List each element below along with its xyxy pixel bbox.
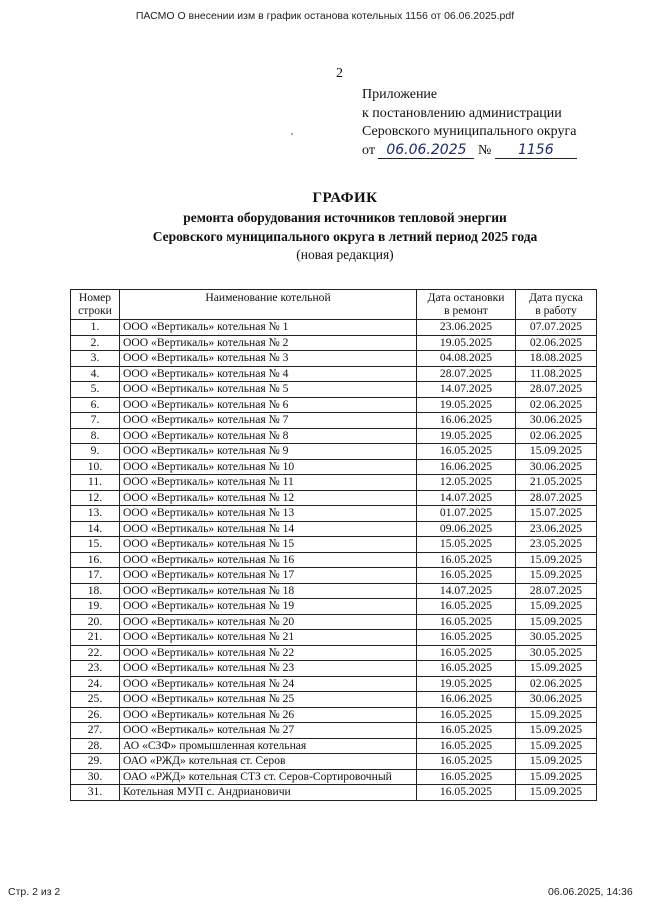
table-row [71, 537, 597, 553]
table-row [71, 552, 597, 568]
table-row [71, 521, 597, 537]
cell-start-date: 15.07.2025 [516, 506, 597, 522]
cell-row-number: 16. [71, 552, 120, 568]
cell-row-number: 5. [71, 382, 120, 398]
table-row [71, 754, 597, 770]
cell-start-date: 02.06.2025 [516, 676, 597, 692]
table-header-row [71, 290, 597, 320]
table-row [71, 490, 597, 506]
table-row [71, 614, 597, 630]
cell-row-number: 9. [71, 444, 120, 460]
table-row [71, 397, 597, 413]
cell-start-date: 15.09.2025 [516, 568, 597, 584]
cell-stop-date: 16.05.2025 [417, 785, 516, 801]
table-row [71, 676, 597, 692]
cell-stop-date: 09.06.2025 [417, 521, 516, 537]
cell-start-date: 15.09.2025 [516, 661, 597, 677]
cell-stop-date: 28.07.2025 [417, 366, 516, 382]
cell-boiler-name: ООО «Вертикаль» котельная № 16 [120, 552, 417, 568]
cell-row-number: 1. [71, 320, 120, 336]
cell-start-date: 30.05.2025 [516, 645, 597, 661]
cell-stop-date: 23.06.2025 [417, 320, 516, 336]
cell-boiler-name: ООО «Вертикаль» котельная № 12 [120, 490, 417, 506]
cell-start-date: 28.07.2025 [516, 490, 597, 506]
cell-start-date: 23.05.2025 [516, 537, 597, 553]
table-row [71, 645, 597, 661]
cell-boiler-name: ОАО «РЖД» котельная СТЗ ст. Серов-Сортировочный [120, 769, 417, 785]
cell-start-date: 02.06.2025 [516, 397, 597, 413]
cell-start-date: 15.09.2025 [516, 738, 597, 754]
cell-stop-date: 16.06.2025 [417, 459, 516, 475]
cell-stop-date: 16.05.2025 [417, 738, 516, 754]
cell-boiler-name: ООО «Вертикаль» котельная № 1 [120, 320, 417, 336]
cell-start-date: 11.08.2025 [516, 366, 597, 382]
cell-start-date: 30.06.2025 [516, 413, 597, 429]
footer-page-info: Стр. 2 из 2 [8, 886, 61, 898]
title-main: ГРАФИК [312, 190, 378, 206]
cell-start-date: 28.07.2025 [516, 382, 597, 398]
table-row [71, 351, 597, 367]
appendix-line-2: к постановлению администрации [362, 105, 562, 121]
table-row [71, 428, 597, 444]
header-num-line-2: строки [78, 304, 112, 317]
cell-row-number: 3. [71, 351, 120, 367]
cell-boiler-name: ООО «Вертикаль» котельная № 15 [120, 537, 417, 553]
table-row [71, 769, 597, 785]
cell-row-number: 29. [71, 754, 120, 770]
cell-stop-date: 16.06.2025 [417, 692, 516, 708]
cell-row-number: 25. [71, 692, 120, 708]
header-start-date [516, 290, 597, 320]
cell-start-date: 15.09.2025 [516, 769, 597, 785]
cell-stop-date: 19.05.2025 [417, 335, 516, 351]
header-stop-line-1: Дата остановки [427, 291, 505, 304]
cell-boiler-name: ООО «Вертикаль» котельная № 5 [120, 382, 417, 398]
header-start-line-1: Дата пуска [529, 291, 583, 304]
cell-stop-date: 15.05.2025 [417, 537, 516, 553]
cell-boiler-name: ООО «Вертикаль» котельная № 19 [120, 599, 417, 615]
cell-stop-date: 04.08.2025 [417, 351, 516, 367]
cell-boiler-name: ООО «Вертикаль» котельная № 7 [120, 413, 417, 429]
cell-start-date: 15.09.2025 [516, 599, 597, 615]
cell-row-number: 8. [71, 428, 120, 444]
cell-boiler-name: Котельная МУП с. Андриановичи [120, 785, 417, 801]
title-note: (новая редакция) [296, 247, 394, 262]
cell-start-date: 02.06.2025 [516, 335, 597, 351]
table-row [71, 459, 597, 475]
cell-start-date: 15.09.2025 [516, 444, 597, 460]
from-label: от [362, 142, 375, 158]
footer-timestamp: 06.06.2025, 14:36 [548, 886, 633, 898]
cell-start-date: 30.05.2025 [516, 630, 597, 646]
cell-start-date: 18.08.2025 [516, 351, 597, 367]
table-row [71, 475, 597, 491]
cell-stop-date: 19.05.2025 [417, 676, 516, 692]
header-stop-date [417, 290, 516, 320]
cell-stop-date: 16.06.2025 [417, 413, 516, 429]
table-row [71, 413, 597, 429]
header-boiler-name: Наименование котельной [120, 290, 417, 320]
cell-start-date: 30.06.2025 [516, 692, 597, 708]
cell-boiler-name: ООО «Вертикаль» котельная № 2 [120, 335, 417, 351]
cell-row-number: 27. [71, 723, 120, 739]
cell-boiler-name: ООО «Вертикаль» котельная № 10 [120, 459, 417, 475]
cell-row-number: 17. [71, 568, 120, 584]
cell-row-number: 22. [71, 645, 120, 661]
cell-stop-date: 16.05.2025 [417, 552, 516, 568]
table-row [71, 707, 597, 723]
table-row [71, 630, 597, 646]
cell-boiler-name: ООО «Вертикаль» котельная № 17 [120, 568, 417, 584]
cell-boiler-name: ООО «Вертикаль» котельная № 4 [120, 366, 417, 382]
cell-row-number: 26. [71, 707, 120, 723]
table-row [71, 583, 597, 599]
table-row [71, 785, 597, 801]
cell-start-date: 15.09.2025 [516, 614, 597, 630]
cell-stop-date: 16.05.2025 [417, 707, 516, 723]
cell-row-number: 7. [71, 413, 120, 429]
table-row [71, 335, 597, 351]
cell-row-number: 19. [71, 599, 120, 615]
cell-start-date: 15.09.2025 [516, 707, 597, 723]
cell-row-number: 24. [71, 676, 120, 692]
cell-stop-date: 16.05.2025 [417, 599, 516, 615]
title-line-2: Серовского муниципального округа в летний период 2025 года [152, 229, 538, 244]
cell-stop-date: 16.05.2025 [417, 769, 516, 785]
appendix-date-number-line [362, 142, 577, 161]
cell-boiler-name: ООО «Вертикаль» котельная № 21 [120, 630, 417, 646]
cell-boiler-name: ООО «Вертикаль» котельная № 24 [120, 676, 417, 692]
handwritten-number: 1156 [495, 143, 577, 159]
cell-stop-date: 16.05.2025 [417, 568, 516, 584]
document-title [0, 188, 650, 264]
cell-stop-date: 14.07.2025 [417, 490, 516, 506]
repair-schedule-table [70, 289, 597, 801]
cell-row-number: 21. [71, 630, 120, 646]
cell-stop-date: 01.07.2025 [417, 506, 516, 522]
cell-row-number: 14. [71, 521, 120, 537]
cell-start-date: 02.06.2025 [516, 428, 597, 444]
cell-stop-date: 19.05.2025 [417, 397, 516, 413]
cell-boiler-name: ООО «Вертикаль» котельная № 23 [120, 661, 417, 677]
cell-stop-date: 16.05.2025 [417, 444, 516, 460]
table-row [71, 723, 597, 739]
cell-row-number: 13. [71, 506, 120, 522]
cell-boiler-name: ООО «Вертикаль» котельная № 11 [120, 475, 417, 491]
cell-row-number: 11. [71, 475, 120, 491]
cell-boiler-name: ООО «Вертикаль» котельная № 9 [120, 444, 417, 460]
table-row [71, 568, 597, 584]
cell-start-date: 15.09.2025 [516, 723, 597, 739]
cell-boiler-name: ООО «Вертикаль» котельная № 8 [120, 428, 417, 444]
cell-boiler-name: ООО «Вертикаль» котельная № 25 [120, 692, 417, 708]
table-row [71, 444, 597, 460]
table-row [71, 506, 597, 522]
cell-start-date: 15.09.2025 [516, 552, 597, 568]
title-line-1: ремонта оборудования источников тепловой энергии [183, 210, 507, 225]
cell-boiler-name: АО «СЗФ» промышленная котельная [120, 738, 417, 754]
cell-stop-date: 12.05.2025 [417, 475, 516, 491]
cell-row-number: 28. [71, 738, 120, 754]
cell-row-number: 15. [71, 537, 120, 553]
appendix-line-3: Серовского муниципального округа [362, 124, 577, 139]
page-number: 2 [336, 66, 343, 81]
appendix-block [362, 86, 577, 160]
cell-stop-date: 16.05.2025 [417, 723, 516, 739]
cell-row-number: 2. [71, 335, 120, 351]
cell-boiler-name: ООО «Вертикаль» котельная № 22 [120, 645, 417, 661]
scan-speck [291, 133, 293, 135]
cell-row-number: 31. [71, 785, 120, 801]
header-start-line-2: в работу [535, 304, 577, 317]
table-row [71, 661, 597, 677]
cell-start-date: 23.06.2025 [516, 521, 597, 537]
cell-stop-date: 16.05.2025 [417, 630, 516, 646]
cell-boiler-name: ООО «Вертикаль» котельная № 14 [120, 521, 417, 537]
appendix-line-1: Приложение [362, 87, 438, 102]
cell-stop-date: 19.05.2025 [417, 428, 516, 444]
header-num-line-1: Номер [78, 291, 112, 304]
cell-boiler-name: ООО «Вертикаль» котельная № 27 [120, 723, 417, 739]
header-row-number [71, 290, 120, 320]
cell-boiler-name: ООО «Вертикаль» котельная № 26 [120, 707, 417, 723]
table-row [71, 366, 597, 382]
cell-stop-date: 16.05.2025 [417, 754, 516, 770]
cell-row-number: 23. [71, 661, 120, 677]
table-body [71, 320, 597, 801]
table-row [71, 692, 597, 708]
table-row [71, 382, 597, 398]
cell-stop-date: 16.05.2025 [417, 661, 516, 677]
cell-boiler-name: ООО «Вертикаль» котельная № 3 [120, 351, 417, 367]
table-row [71, 320, 597, 336]
cell-stop-date: 14.07.2025 [417, 583, 516, 599]
table-row [71, 599, 597, 615]
cell-boiler-name: ООО «Вертикаль» котельная № 20 [120, 614, 417, 630]
cell-start-date: 21.05.2025 [516, 475, 597, 491]
cell-boiler-name: ООО «Вертикаль» котельная № 18 [120, 583, 417, 599]
cell-stop-date: 16.05.2025 [417, 614, 516, 630]
handwritten-date: 06.06.2025 [378, 143, 474, 159]
cell-row-number: 20. [71, 614, 120, 630]
table-row [71, 738, 597, 754]
cell-start-date: 15.09.2025 [516, 785, 597, 801]
cell-row-number: 10. [71, 459, 120, 475]
cell-start-date: 28.07.2025 [516, 583, 597, 599]
cell-row-number: 18. [71, 583, 120, 599]
cell-stop-date: 16.05.2025 [417, 645, 516, 661]
cell-boiler-name: ОАО «РЖД» котельная ст. Серов [120, 754, 417, 770]
pdf-file-title: ПАСМО О внесении изм в график останова котельных 1156 от 06.06.2025.pdf [135, 10, 515, 22]
header-stop-line-2: в ремонт [444, 304, 488, 317]
cell-row-number: 12. [71, 490, 120, 506]
cell-boiler-name: ООО «Вертикаль» котельная № 6 [120, 397, 417, 413]
cell-row-number: 6. [71, 397, 120, 413]
cell-stop-date: 14.07.2025 [417, 382, 516, 398]
cell-start-date: 07.07.2025 [516, 320, 597, 336]
cell-row-number: 4. [71, 366, 120, 382]
number-label: № [477, 142, 492, 158]
cell-start-date: 15.09.2025 [516, 754, 597, 770]
cell-boiler-name: ООО «Вертикаль» котельная № 13 [120, 506, 417, 522]
cell-start-date: 30.06.2025 [516, 459, 597, 475]
cell-row-number: 30. [71, 769, 120, 785]
